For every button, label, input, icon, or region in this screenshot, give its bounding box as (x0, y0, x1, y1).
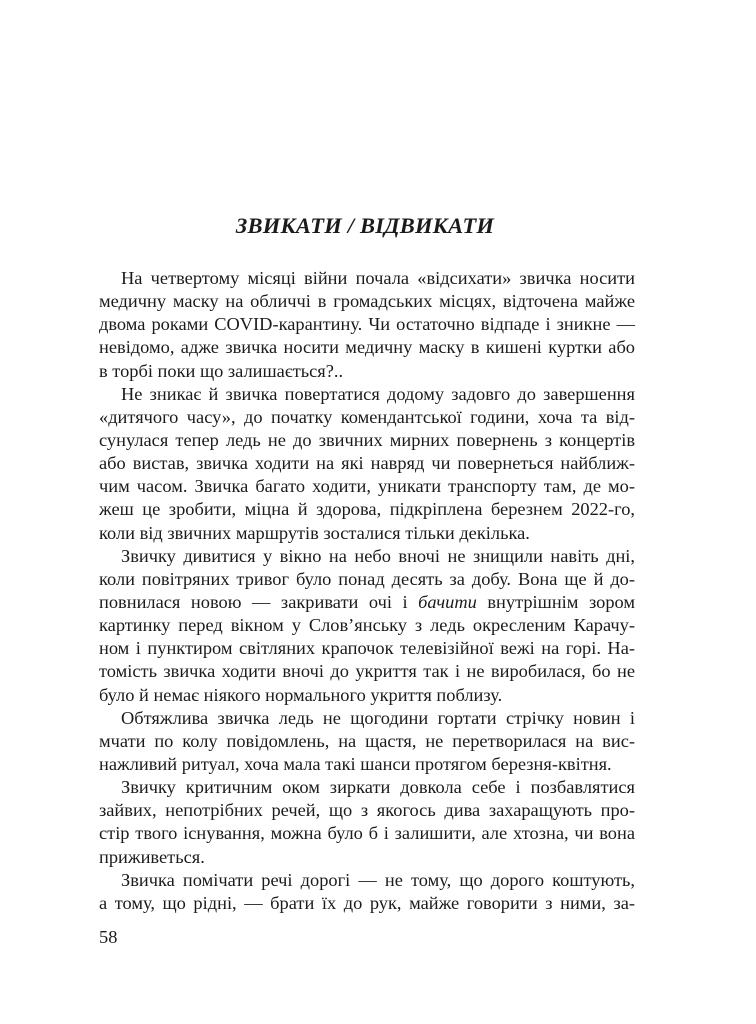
text-line: Звичку дивитися у вікно на небо вночі не знищили навіть дні, (121, 545, 635, 566)
text-line: На четвертому місяці війни почала «відсихати» звичка носити (121, 268, 635, 288)
paragraph (99, 707, 635, 776)
text-line: томість звичка ходити вночі до укриття так і не виробилася, бо не (99, 661, 635, 682)
text-line: жеш це зробити, міцна й здорова, підкріплена березнем 2022-го, (99, 499, 635, 520)
text-line: ном і пунктиром світляних крапочок телевізійної вежі на горі. На- (99, 638, 635, 659)
paragraph (99, 869, 635, 915)
text-line: чим часом. Звичка багато ходити, уникати транспорту там, де мо- (99, 476, 635, 497)
text-line: медичну маску на обличчі в громадських місцях, відточена майже (99, 291, 635, 312)
text-line: нажливий ритуал, хоча мала такі шанси протягом березня-квітня. (99, 753, 612, 774)
text-line: «дитячого часу», до початку комендантської години, хоча та від- (99, 406, 635, 427)
text-line: повнилася новою — закривати очі і бачити внутрішнім зором (99, 591, 635, 612)
text-line: картинку перед вікном у Слов’янську з ледь окресленим Карачу- (99, 615, 635, 636)
text-line: зайвих, непотрібних речей, що з якогось дива захаращують про- (99, 800, 635, 821)
text-line: Не зникає й звичка повертатися додому задовго до завершення (121, 383, 635, 404)
text-line: Звичка помічати речі дорогі — не тому, що дорого коштують, (121, 869, 635, 890)
paragraph (99, 776, 635, 869)
paragraph (99, 545, 635, 707)
text-line: коли від звичних маршрутів зосталися тільки декілька. (99, 522, 530, 543)
text-line: невідомо, адже звичка носити медичну маску в кишені куртки або (99, 337, 635, 358)
text-line: двома роками COVID-карантину. Чи остаточно відпаде і зникне — (99, 314, 635, 335)
text-line: мчати по колу повідомлень, на щастя, не перетворилася на вис- (99, 730, 635, 751)
paragraph (99, 383, 635, 545)
text-line: стір твого існування, можна було б і залишити, але хтозна, чи вона (99, 823, 635, 844)
emphasis: бачити (418, 591, 477, 612)
text-line: Звичку критичним оком зиркати довкола себе і позбавлятися (121, 777, 635, 798)
chapter-title: ЗВИКАТИ / ВІДВИКАТИ (235, 213, 495, 238)
text-line: сунулася тепер ледь не до звичних мирних повернень з концертів (99, 429, 635, 450)
text-line: а тому, що рідні, — брати їх до рук, майже говорити з ними, за- (99, 892, 635, 913)
text-line: приживеться. (99, 846, 205, 867)
text-line: або вистав, звичка ходити на які навряд чи повернеться найближ- (99, 453, 635, 474)
text-line: в торбі поки що залишається?.. (99, 360, 344, 381)
paragraph (99, 267, 635, 383)
body-text (99, 267, 635, 915)
text-line: Обтяжлива звичка ледь не щогодини гортати стрічку новин і (121, 707, 635, 728)
text-line: було й немає ніякого нормального укриття поблизу. (99, 684, 503, 705)
text-line: коли повітряних тривог було понад десять за добу. Вона ще й до- (99, 568, 635, 589)
page-number: 58 (99, 927, 118, 947)
